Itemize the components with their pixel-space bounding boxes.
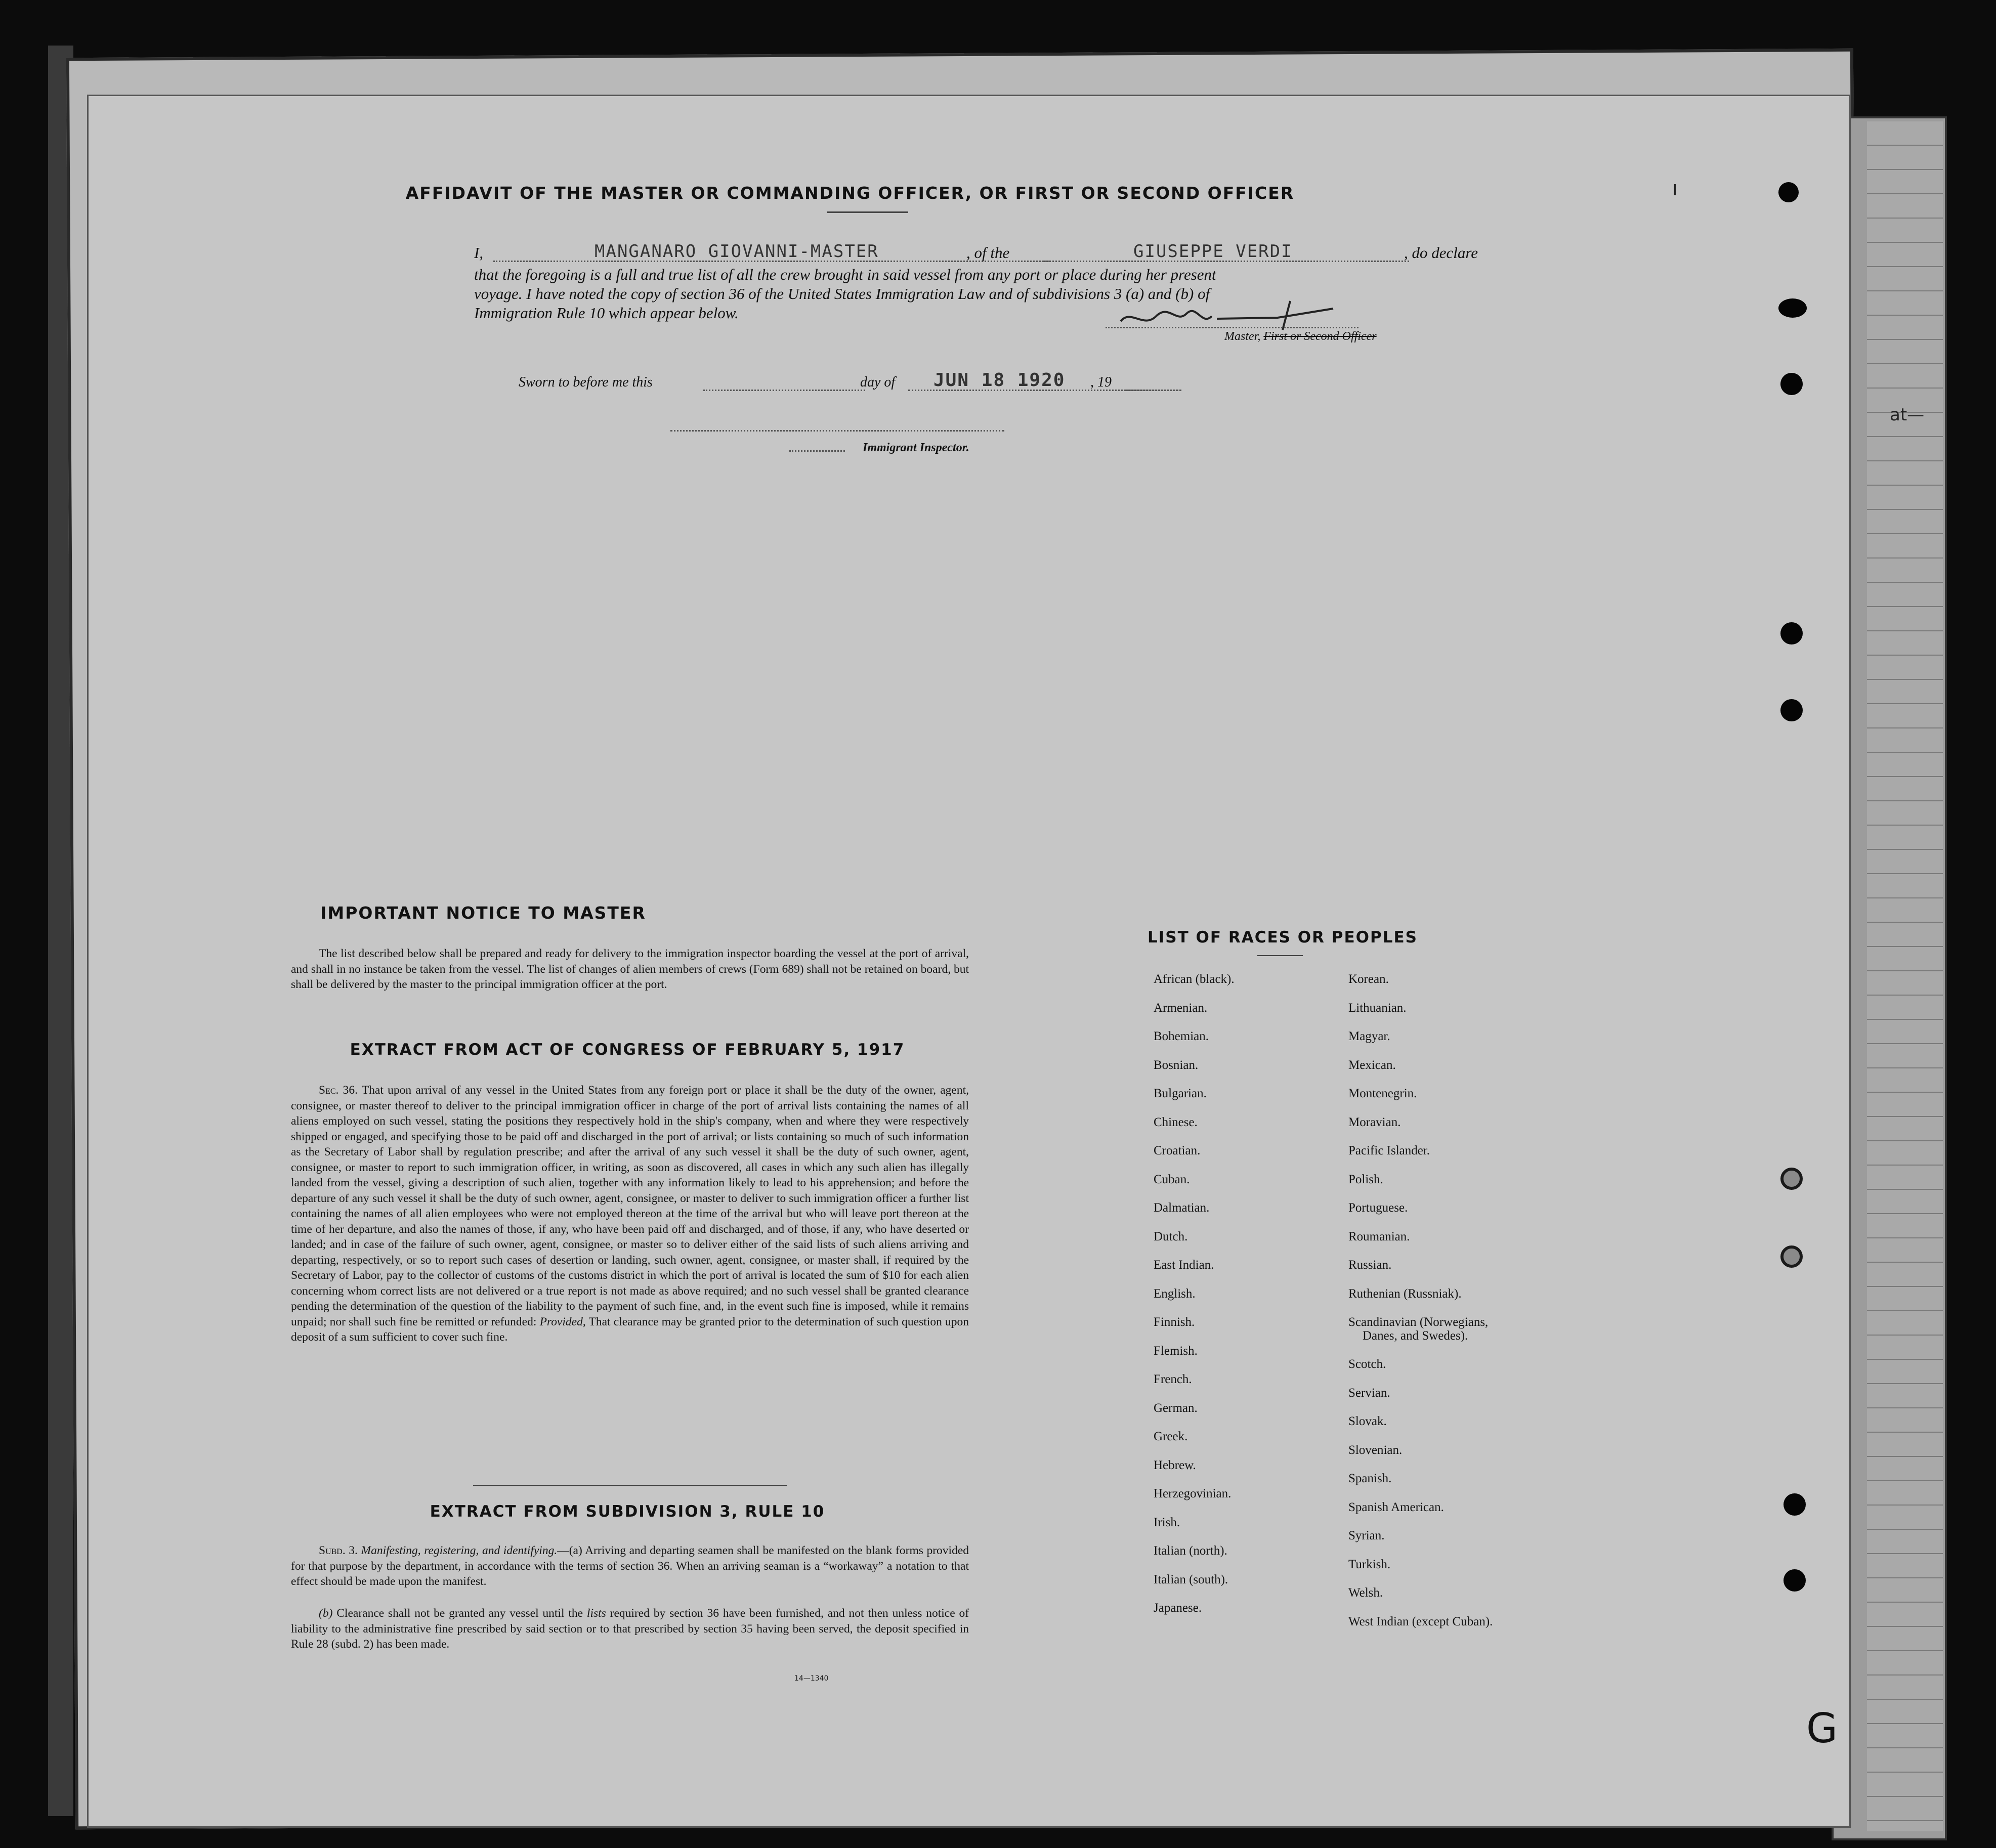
race-item: Montenegrin. xyxy=(1348,1087,1417,1100)
race-item: Moravian. xyxy=(1348,1115,1401,1129)
race-item: Spanish American. xyxy=(1348,1500,1444,1514)
notice-text: The list described below shall be prepared and ready for delivery to the immigration inspector boarding the vessel at the port of arrival, and shall in no instance be taken from the vessel. The list of changes of alien members of crews (Form 689) shall not be retained on board, but shall be delivered by the master to the principal immigration officer at the port. xyxy=(291,947,969,991)
race-item: Portuguese. xyxy=(1348,1201,1408,1215)
race-item: Syrian. xyxy=(1348,1529,1385,1542)
race-item: Irish. xyxy=(1154,1515,1180,1529)
race-item: French. xyxy=(1154,1372,1192,1386)
races-left-column xyxy=(1154,965,1235,1623)
inspector-line-lead xyxy=(789,450,845,452)
corner-pencil-mark: G xyxy=(1806,1705,1838,1752)
race-item: English. xyxy=(1154,1286,1196,1301)
binder-hole xyxy=(1780,1168,1803,1190)
race-item: Dutch. xyxy=(1154,1229,1188,1243)
race-item: Finnish. xyxy=(1154,1315,1195,1329)
race-item: Scandinavian (Norwegians, xyxy=(1348,1315,1489,1329)
day-blank xyxy=(703,390,865,391)
race-item: Danes, and Swedes). xyxy=(1363,1328,1468,1343)
act-provided: Provided, xyxy=(539,1315,586,1328)
race-item: Magyar. xyxy=(1348,1029,1390,1043)
divider xyxy=(827,211,908,213)
extract-act-text xyxy=(291,1083,969,1345)
race-item: Italian (south). xyxy=(1154,1572,1228,1586)
notice-title: IMPORTANT NOTICE TO MASTER xyxy=(320,903,646,923)
day-of-label: day of xyxy=(860,374,896,390)
date-stamp: JUN 18 1920 xyxy=(933,370,1066,391)
of-the-label: , of the xyxy=(966,244,1010,262)
affidavit-line-2: that the foregoing is a full and true list of all the crew brought in said vessel from any port or place during her present xyxy=(474,266,1216,283)
race-item: German. xyxy=(1154,1401,1198,1415)
binder-hole xyxy=(1783,1493,1806,1516)
race-item: Cuban. xyxy=(1154,1172,1190,1186)
binder-hole xyxy=(1780,1245,1803,1268)
binder-hole xyxy=(1778,182,1799,202)
extract-act-title: EXTRACT FROM ACT OF CONGRESS OF FEBRUARY 5, 1917 xyxy=(350,1041,905,1059)
act-body: That upon arrival of any vessel in the United States from any foreign port or place it shall be the duty of the owner, agent, consignee, or master thereof to deliver to the principal immigration officer in charge of the port of arrival lists containing the names of all aliens employed on such vessel, stating the positions they respectively hold in the ship's company, when and where they were respectively shipped or engaged, and specifying those to be paid off and discharged in the port of arrival; or lists containing so much of such information as the Secretary of Labor shall by regulation prescribe; and after the arrival of any such vessel it shall be the duty of such owner, agent, consignee, or master to report to such immigration officer, in writing, as soon as discovered, all cases in which any such alien has illegally landed from the vessel, giving a description of such alien, together with any information likely to lead to his apprehension; and before the departure of any such vessel it shall be the duty of such owner, agent, consignee, or master to deliver to such immigration officer a further list containing the names of all alien employees who were not employed thereon at the time of the arrival but who will leave port thereon at the time of her departure, and also the names of those, if any, who have been paid off and discharged, and of those, if any, who have deserted or landed; and in case of the failure of such owner, agent, consignee, or master so to deliver either of the said lists of such aliens arriving and departing, respectively, or so to report such cases of desertion or landing, such owner, agent, consignee, or master shall, if required by the Secretary of Labor, pay to the collector of customs of the customs district in which the port of arrival is located the sum of $10 for each alien concerning whom correct lists are not delivered or a true report is not made as above required; and no such vessel shall be granted clearance pending the determination of the question of the liability to the payment of such fine, and, in the event such fine is imposed, while it remains unpaid; nor shall such fine be remitted or refunded: xyxy=(291,1084,969,1328)
race-item: Pacific Islander. xyxy=(1348,1144,1430,1157)
year-blank xyxy=(1126,390,1181,391)
extract-rule-part-b xyxy=(291,1606,969,1652)
race-item: Flemish. xyxy=(1154,1344,1198,1358)
race-item: East Indian. xyxy=(1154,1258,1214,1272)
race-item: Hebrew. xyxy=(1154,1458,1196,1472)
race-item: Mexican. xyxy=(1348,1058,1396,1072)
sec-label: Sec. 36. xyxy=(319,1084,358,1097)
race-item: Chinese. xyxy=(1154,1115,1198,1129)
form-number: 14—1340 xyxy=(794,1674,829,1683)
affidavit-line-4: Immigration Rule 10 which appear below. xyxy=(474,304,739,322)
ruled-lines xyxy=(1867,121,1943,1831)
races-title: LIST OF RACES OR PEOPLES xyxy=(1147,928,1418,947)
race-item: Slovenian. xyxy=(1348,1443,1403,1457)
race-item: African (black). xyxy=(1154,972,1235,986)
do-declare-label: , do declare xyxy=(1404,244,1478,262)
subd-label: Subd. 3. xyxy=(319,1544,358,1557)
divider xyxy=(473,1485,787,1486)
vessel-name-value: GIUSEPPE VERDI xyxy=(1133,241,1293,262)
race-item: Armenian. xyxy=(1154,1001,1208,1015)
race-item: Bohemian. xyxy=(1154,1029,1209,1043)
race-item: Welsh. xyxy=(1348,1586,1383,1600)
race-item: Croatian. xyxy=(1154,1144,1201,1157)
race-item: Lithuanian. xyxy=(1348,1001,1407,1015)
caption-struck-officer: First or Second Officer xyxy=(1263,330,1377,343)
race-item: Japanese. xyxy=(1154,1601,1202,1615)
part-b-lists: lists xyxy=(586,1607,606,1620)
affidavit-sheet xyxy=(89,96,1849,1826)
year-prefix: , 19 xyxy=(1090,374,1112,390)
subd-heading: Manifesting, registering, and identifying. xyxy=(361,1544,558,1557)
caption-master: Master, xyxy=(1224,330,1261,343)
part-b-1: Clearance shall not be granted any vessel until the xyxy=(336,1607,583,1620)
race-item: Dalmatian. xyxy=(1154,1201,1210,1215)
affidavit-line-3: voyage. I have noted the copy of section 36 of the United States Immigration Law and of subdivisions 3 (a) and (b) of xyxy=(474,285,1210,303)
divider xyxy=(1257,955,1303,956)
race-item: Herzegovinian. xyxy=(1154,1487,1231,1500)
tick-mark: ı xyxy=(1672,177,1678,200)
race-item: Servian. xyxy=(1348,1386,1390,1400)
extract-rule-part-a xyxy=(291,1543,969,1589)
race-item: Polish. xyxy=(1348,1172,1383,1186)
inspector-signature-line xyxy=(670,430,1004,432)
affidavit-i-label: I, xyxy=(474,244,484,262)
race-item: West Indian (except Cuban). xyxy=(1348,1614,1493,1628)
race-item: Greek. xyxy=(1154,1430,1188,1443)
binder-hole xyxy=(1778,298,1807,318)
binder-hole xyxy=(1780,699,1803,721)
race-item: Italian (north). xyxy=(1154,1544,1227,1558)
race-item: Slovak. xyxy=(1348,1414,1387,1428)
race-item: Spanish. xyxy=(1348,1472,1392,1485)
race-item: Korean. xyxy=(1348,972,1389,986)
master-name-value: MANGANARO GIOVANNI-MASTER xyxy=(594,241,879,262)
subd-part-a: —(a) Arriving and departing seamen shall be manifested on the blank forms provided for that purpose by the department, in accordance with the terms of section 36. When an arriving seaman is a “workaway” a notation to that effect should be made upon the manifest. xyxy=(291,1544,969,1588)
race-item: Bosnian. xyxy=(1154,1058,1199,1072)
signature-line xyxy=(1106,327,1358,328)
margin-note: at— xyxy=(1890,405,1925,425)
races-right-column xyxy=(1348,965,1493,1636)
race-item: Scotch. xyxy=(1348,1357,1386,1371)
sworn-label: Sworn to before me this xyxy=(519,374,653,390)
signature-caption xyxy=(1224,330,1377,343)
race-item: Ruthenian (Russniak). xyxy=(1348,1286,1462,1301)
affidavit-title: AFFIDAVIT OF THE MASTER OR COMMANDING OFFICER, OR FIRST OR SECOND OFFICER xyxy=(405,183,1295,203)
part-b-label: (b) xyxy=(319,1607,333,1620)
binder-hole xyxy=(1780,373,1803,395)
race-item: Bulgarian. xyxy=(1154,1087,1207,1100)
race-item: Roumanian. xyxy=(1348,1229,1410,1243)
part-b-2: required by section 36 have been furnished, and not then unless notice of liability to the administrative fine prescribed by said section or to that prescribed by section 35 having been served, the deposit specified in Rule 28 (subd. 2) has been made. xyxy=(291,1607,969,1651)
binder-hole xyxy=(1783,1569,1806,1592)
race-item: Turkish. xyxy=(1348,1557,1391,1571)
extract-rule-title: EXTRACT FROM SUBDIVISION 3, RULE 10 xyxy=(430,1502,825,1521)
race-item: Russian. xyxy=(1348,1258,1392,1272)
act-body-end: That clearance may be granted prior to the determination of such question upon deposit of a sum sufficient to cover such fine. xyxy=(291,1315,969,1344)
inspector-caption: Immigrant Inspector. xyxy=(863,441,969,454)
binder-hole xyxy=(1780,622,1803,644)
